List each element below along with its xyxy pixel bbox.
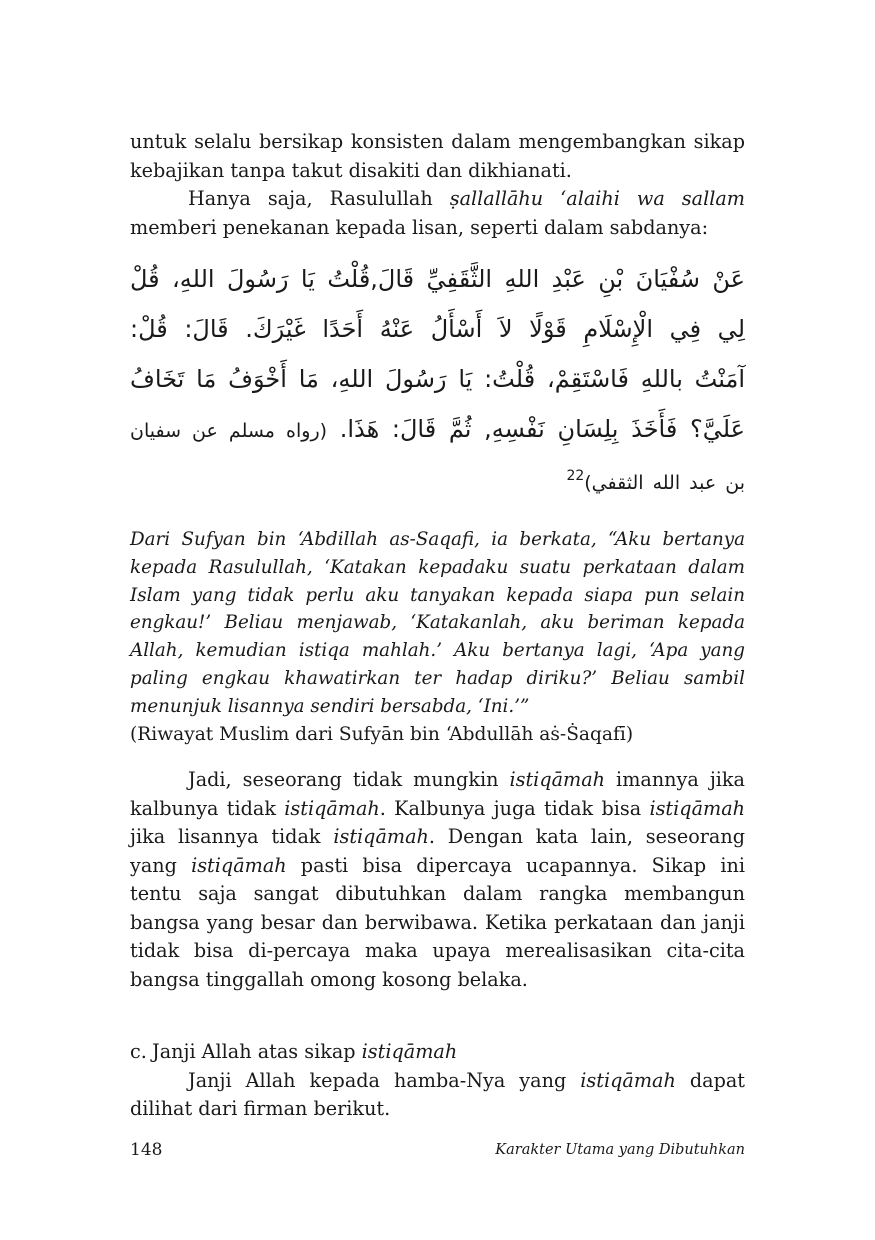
running-title: Karakter Utama yang Dibutuhkan	[495, 1142, 745, 1158]
hadith-reference: (رواه مسلم عن سفيان بن عبد الله الثقفي)	[130, 420, 745, 494]
page-content	[130, 128, 745, 1124]
term-istiqamah: istiqāmah	[191, 853, 287, 877]
paragraph-text: untuk selalu bersikap konsisten dalam mengembangkan sikap kebajikan tanpa takut disakiti dan dikhianati.	[130, 130, 745, 182]
text-run: Hanya saja, Rasulullah	[188, 187, 450, 210]
hadith-translation	[130, 526, 745, 748]
paragraph-istiqamah	[130, 766, 745, 994]
paragraph-intro-hadith	[130, 185, 745, 242]
term-istiqamah: istiqāmah	[509, 768, 606, 792]
narration-source: (Riwayat Muslim dari Sufyān bin ‘Abdullāh aṡ-Ṡaqafī)	[130, 723, 634, 745]
section-heading-c	[130, 1038, 745, 1067]
text-run: pasti bisa dipercaya ucapannya. Sikap ini tentu saja sangat dibutuhkan dalam rangka membangun bangsa yang besar dan berwibawa. Ketika perkataan dan janji tidak bisa di-percaya maka upaya merealisasikan cita-cita bangsa tinggallah omong kosong belaka.	[130, 853, 745, 991]
section-term: istiqāmah	[361, 1040, 458, 1064]
text-run: imannya jika kalbunya tidak	[130, 768, 746, 820]
text-run: Janji Allah kepada hamba-Nya yang	[188, 1068, 581, 1092]
text-run: . Kalbunya juga tidak bisa	[379, 796, 650, 820]
text-run: dapat dilihat dari firman berikut.	[130, 1068, 745, 1121]
page-number: 148	[130, 1140, 163, 1160]
text-run: Jadi, seseorang tidak mungkin	[188, 768, 510, 792]
translation-text: Dari Sufyan bin ‘Abdillah as-Saqafi, ia berkata, “Aku bertanya kepada Rasulullah, ‘Katakan kepadaku suatu perkataan dalam Islam yang tidak perlu aku tanyakan kepada siapa pun selain engkau!’ Beliau menjawab, ‘Katakanlah, aku beriman kepada Allah, kemudian istiqa mahlah.’ Aku bertanya lagi, ‘Apa yang paling engkau khawatirkan ter hadap diriku?’ Beliau sambil menunjuk lisannya sendiri bersabda, ‘Ini.’”	[130, 529, 745, 717]
text-run: memberi penekanan kepada lisan, seperti dalam sabdanya:	[130, 215, 709, 239]
text-run: jika lisannya tidak	[130, 825, 334, 849]
section-letter: c.	[130, 1040, 147, 1064]
hadith-text: عَنْ سُفْيَانَ بْنِ عَبْدِ اللهِ الثَّقَفِيِّ قَالَ,قُلْتُ يَا رَسُولَ اللهِ، قُلْ لِي فِي الْإِسْلَامِ قَوْلًا لاَ أَسْأَلُ عَنْهُ أَحَدًا غَيْرَكَ. قَالَ: قُلْ: آمَنْتُ باللهِ فَاسْتَقِمْ، قُلْتُ: يَا رَسُولَ اللهِ، مَا أَخْوَفُ مَا تَخَافُ عَلَيَّ؟ فَأَخَذَ بِلِسَانِ نَفْسِهِ, ثُمَّ قَالَ: هَذَا.	[130, 265, 745, 443]
term-istiqamah: istiqāmah	[649, 796, 745, 820]
paragraph-janji-allah	[130, 1067, 745, 1124]
paragraph-continuation	[130, 128, 745, 185]
text-run: . Dengan kata lain, seseorang yang	[130, 825, 746, 877]
term-istiqamah: istiqāmah	[284, 796, 380, 820]
hadith-arabic	[130, 254, 745, 508]
footnote-marker[interactable]: 22	[566, 468, 585, 484]
section-title: Janji Allah atas sikap	[152, 1040, 362, 1064]
term-istiqamah: istiqāmah	[580, 1068, 676, 1092]
term-istiqamah: istiqāmah	[333, 825, 429, 849]
honorific-term: ṣallallāhu ‘alaihi wa sallam	[449, 187, 745, 210]
